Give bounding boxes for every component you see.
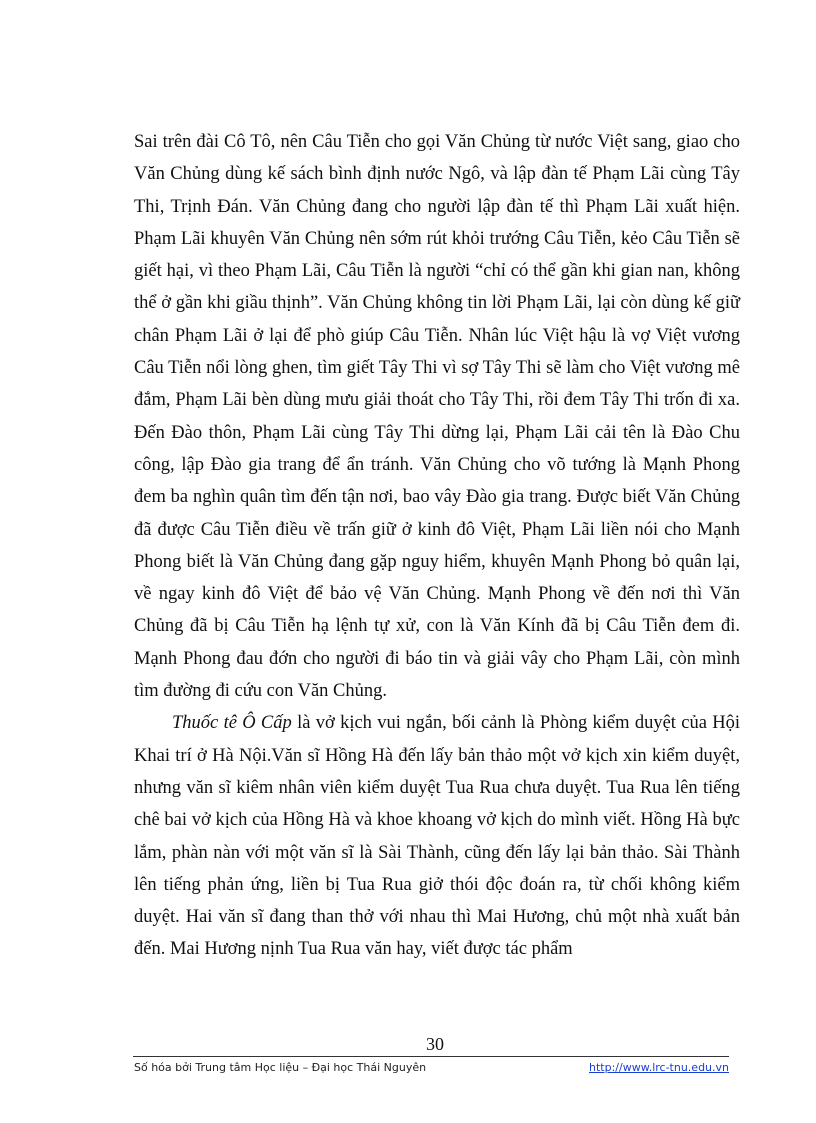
paragraph-1: Sai trên đài Cô Tô, nên Câu Tiễn cho gọi Văn Chủng từ nước Việt sang, giao cho Văn Chủng dùng kế sách bình định nước Ngô, và lập đàn tế Phạm Lãi cùng Tây Thi, Trịnh Đán. Văn Chủng đang cho người lập đàn tế thì Phạm Lãi xuất hiện. Phạm Lãi khuyên Văn Chủng nên sớm rút khỏi trướng Câu Tiễn, kẻo Câu Tiễn sẽ giết hại, vì theo Phạm Lãi, Câu Tiễn là người “chỉ có thể gần khi gian nan, không thể ở gần khi giầu thịnh”. Văn Chủng không tin lời Phạm Lãi, lại còn dùng kế giữ chân Phạm Lãi ở lại để phò giúp Câu Tiễn. Nhân lúc Việt hậu là vợ Việt vương Câu Tiễn nổi lòng ghen, tìm giết Tây Thi vì sợ Tây Thi sẽ làm cho Việt vương mê đắm, Phạm Lãi bèn dùng mưu giải thoát cho Tây Thi, rồi đem Tây Thi trốn đi xa. Đến Đào thôn, Phạm Lãi cùng Tây Thi dừng lại, Phạm Lãi cải tên là Đào Chu công, lập Đào gia trang để ẩn tránh. Văn Chủng cho võ tướng là Mạnh Phong đem ba nghìn quân tìm đến tận nơi, bao vây Đào gia trang. Được biết Văn Chủng đã được Câu Tiễn điều về trấn giữ ở kinh đô Việt, Phạm Lãi liền nói cho Mạnh Phong biết là Văn Chủng đang gặp nguy hiểm, khuyên Mạnh Phong bỏ quân lại, về ngay kinh đô Việt để bảo vệ Văn Chủng. Mạnh Phong về đến nơi thì Văn Chủng đã bị Câu Tiễn hạ lệnh tự xử, con là Văn Kính đã bị Câu Tiễn đem đi. Mạnh Phong đau đớn cho người đi báo tin và giải vây cho Phạm Lãi, còn mình tìm đường đi cứu con Văn Chủng.: [134, 132, 740, 702]
page-number: 30: [426, 1034, 444, 1054]
document-body: [134, 126, 740, 966]
paragraph-2-text: là vở kịch vui ngắn, bối cảnh là Phòng kiểm duyệt của Hội Khai trí ở Hà Nội.Văn sĩ Hồng Hà đến lấy bản thảo một vở kịch xin kiểm duyệt, nhưng văn sĩ kiêm nhân viên kiểm duyệt Tua Rua chưa duyệt. Tua Rua lên tiếng chê bai vở kịch của Hồng Hà và khoe khoang vở kịch do mình viết. Hồng Hà bực lắm, phàn nàn với một văn sĩ là Sài Thành, cũng đến lấy lại bản thảo. Sài Thành lên tiếng phản ứng, liền bị Tua Rua giở thói độc đoán ra, từ chối không kiểm duyệt. Hai văn sĩ đang than thở với nhau thì Mai Hương, chủ một nhà xuất bản đến. Mai Hương nịnh Tua Rua văn hay, viết được tác phẩm: [134, 713, 740, 960]
paragraph-2: [134, 707, 740, 965]
footer-credit: Số hóa bởi Trung tâm Học liệu – Đại học Thái Nguyên: [134, 1061, 427, 1074]
footer-link[interactable]: http://www.lrc-tnu.edu.vn: [589, 1061, 729, 1074]
footer-divider: [133, 1056, 729, 1057]
play-title: Thuốc tê Ô Cấp: [172, 713, 292, 734]
